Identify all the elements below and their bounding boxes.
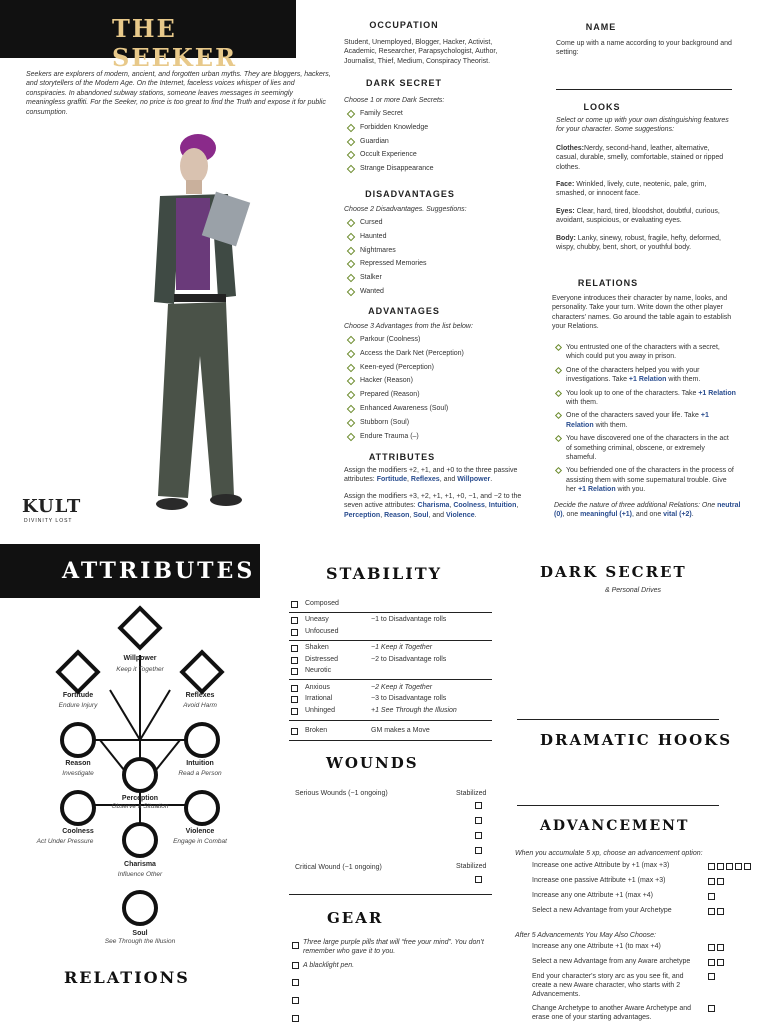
text-span: Decide the nature of three additional Relations: <box>554 502 702 509</box>
checkbox[interactable] <box>291 617 298 624</box>
list-item <box>554 411 736 430</box>
disadvantages-list <box>344 216 524 299</box>
text-span: , <box>449 502 454 510</box>
text-span: with them. <box>666 376 701 384</box>
reason-sub: Investigate <box>62 770 94 777</box>
divider <box>517 719 719 720</box>
stability-label: Shaken <box>305 644 329 651</box>
list-item: Family Secret <box>344 107 524 121</box>
stability-label: Anxious <box>305 684 330 691</box>
gear-checkbox[interactable] <box>292 997 299 1004</box>
stability-effect: −3 to Disadvantage rolls <box>371 695 447 702</box>
stability-label: Unhinged <box>305 707 335 714</box>
advancement-row: Select a new Advantage from any Aware archetype <box>532 958 691 965</box>
eyes-text: Clear, hard, tired, bloodshot, doubtful, curious, avoidant, suspicious, or evaluating eyes. <box>556 208 720 225</box>
disadvantages-title: DISADVANTAGES <box>365 189 455 199</box>
advancement-boxes[interactable] <box>708 1005 717 1012</box>
attributes-active-text <box>344 492 534 520</box>
text-span: You look up to one of the characters. Take <box>566 389 699 397</box>
list-item: Endure Trauma (–) <box>344 430 524 444</box>
violence-label: Violence <box>185 828 215 835</box>
body-text: Lanky, sinewy, robust, fragile, hefty, deformed, wispy, chubby, bent, short, or youthful body. <box>556 235 721 252</box>
advancement-boxes[interactable] <box>708 878 726 885</box>
text-span: Assign the modifiers +3, +2, +1, +1, +0, −1, and −2 to the seven active attributes: <box>344 493 522 510</box>
serious-wounds-label: Serious Wounds (−1 ongoing) <box>295 790 388 797</box>
looks-clothes <box>556 144 732 172</box>
gear-title: GEAR <box>327 909 384 927</box>
text-span: , <box>407 476 411 484</box>
text-span: , <box>516 502 519 510</box>
text-span: . <box>474 511 477 519</box>
dark-secret-box-sub: & Personal Drives <box>605 587 662 594</box>
text-span: , one <box>562 511 581 519</box>
wound-checkbox[interactable] <box>475 876 482 883</box>
dark-secret-title: DARK SECRET <box>365 78 442 88</box>
neutral-relation: neutral (0) <box>554 502 741 519</box>
list-item: Access the Dark Net (Perception) <box>344 347 524 361</box>
checkbox[interactable] <box>291 645 298 652</box>
advancement-title: ADVANCEMENT <box>540 818 690 834</box>
advantages-instruction: Choose 3 Advantages from the list below: <box>344 323 473 330</box>
looks-title: LOOKS <box>583 102 621 112</box>
coolness-sub: Act Under Pressure <box>36 838 94 845</box>
advancement-boxes[interactable] <box>708 908 726 915</box>
checkbox[interactable] <box>291 668 298 675</box>
text-span: . <box>490 476 493 484</box>
list-item: Cursed <box>344 216 524 230</box>
text-span: with you. <box>615 486 646 494</box>
name-line <box>556 89 732 90</box>
list-item <box>554 466 736 494</box>
relations-bottom-title: RELATIONS <box>64 968 190 987</box>
checkbox[interactable] <box>291 708 298 715</box>
advancement-row: End your character's story arc as you see fit, and create a new Aware character, who starts with 2 Advancements. <box>532 973 684 998</box>
relation-bonus: +1 Relation <box>698 389 736 397</box>
kult-tagline: DIVINITY LOST <box>24 518 73 524</box>
dark-secret-box-title: DARK SECRET <box>540 563 687 581</box>
advancement-row: Increase one active Attribute by +1 (max +3) <box>532 862 670 869</box>
willpower-node-top <box>120 608 160 648</box>
stability-label: Irrational <box>305 695 333 702</box>
soul-label: Soul <box>132 930 148 937</box>
list-item: Prepared (Reason) <box>344 388 524 402</box>
divider <box>289 720 492 721</box>
wound-checkbox[interactable] <box>475 817 482 824</box>
text-span: with them. <box>566 399 598 407</box>
divider <box>517 805 719 806</box>
relations-outro <box>554 501 744 520</box>
checkbox[interactable] <box>291 728 298 735</box>
intuition-link: Intuition <box>488 502 517 510</box>
advancement-boxes[interactable] <box>708 863 753 870</box>
title-banner <box>0 0 296 72</box>
reflexes-sub: Avoid Harm <box>183 702 217 709</box>
gear-item: Three large purple pills that will “free your mind”. You don’t remember who gave it to you. <box>303 939 484 956</box>
occupation-text: Student, Unemployed, Blogger, Hacker, Activist, Academic, Researcher, Parapsychologist, Author, Journalist, Thief, Medium, Conspiracy Theorist. <box>344 39 498 65</box>
relation-bonus: +1 Relation <box>578 486 616 494</box>
wound-checkbox[interactable] <box>475 802 482 809</box>
stability-label: Distressed <box>305 656 339 663</box>
text-span: , <box>380 511 385 519</box>
divider <box>289 640 492 641</box>
text-span: , and <box>428 511 446 519</box>
reflexes-label: Reflexes <box>185 692 215 699</box>
list-item: Guardian <box>344 135 524 149</box>
looks-instruction: Select or come up with your own distinguishing features for your character. Some suggestions: <box>556 117 729 134</box>
checkbox[interactable] <box>291 657 298 664</box>
stability-title: STABILITY <box>326 564 443 583</box>
charisma-link: Charisma <box>417 502 450 510</box>
violence-link: Violence <box>445 511 475 519</box>
text-span: One of the characters saved your life. Take <box>566 412 701 420</box>
fortitude-label: Fortitude <box>62 692 94 699</box>
looks-body <box>556 234 736 253</box>
charisma-label: Charisma <box>124 861 156 868</box>
gear-item: A blacklight pen. <box>303 962 355 969</box>
fortitude-sub: Endure Injury <box>58 702 98 709</box>
list-item <box>554 389 736 408</box>
relation-bonus: +1 Relation <box>566 412 709 429</box>
advancement-row: Increase any one Attribute +1 (max +4) <box>532 892 654 899</box>
advancement-row: Change Archetype to another Aware Archetype and erase one of your starting advantages. <box>532 1005 692 1021</box>
divider <box>289 679 492 680</box>
willpower-label: Willpower <box>123 655 157 662</box>
attributes-banner <box>0 544 260 598</box>
dark-secret-list <box>344 107 524 176</box>
coolness-label: Coolness <box>62 828 94 835</box>
fortitude-link: Fortitude <box>376 476 408 484</box>
divider <box>289 740 492 741</box>
advancement-boxes[interactable] <box>708 973 717 980</box>
text-span: . <box>691 511 694 519</box>
clothes-label: Clothes: <box>556 145 584 152</box>
gear-checkbox[interactable] <box>292 942 299 949</box>
kult-logo: KULT <box>22 496 82 517</box>
seeker-illustration <box>108 126 278 526</box>
reason-label: Reason <box>65 760 91 767</box>
list-item: You have discovered one of the characters in the act of something criminal, obscene, or extremely shameful. <box>554 434 736 462</box>
list-item: Nightmares <box>344 244 524 258</box>
eyes-label: Eyes: <box>556 208 575 215</box>
fortitude-node <box>58 652 98 692</box>
face-label: Face: <box>556 181 575 188</box>
stability-effect: −2 to Disadvantage rolls <box>371 656 447 663</box>
stability-label: Composed <box>305 600 339 607</box>
page-title: THE SEEKER <box>112 14 238 72</box>
attributes-banner-title: ATTRIBUTES <box>62 558 256 584</box>
list-item: Enhanced Awareness (Soul) <box>344 402 524 416</box>
occupation-title: OCCUPATION <box>369 20 439 30</box>
reason-link: Reason <box>384 511 410 519</box>
coolness-link: Coolness <box>453 502 485 510</box>
checkbox[interactable] <box>291 629 298 636</box>
looks-face <box>556 180 732 199</box>
stability-effect: +1 See Through the Illusion <box>371 707 457 714</box>
violence-sub: Engage in Combat <box>173 838 227 845</box>
text-span: , <box>484 502 489 510</box>
list-item <box>554 366 736 385</box>
intro-text: Seekers are explorers of modern, ancient, and forgotten urban myths. They are bloggers, hackers, and storytellers of the Modern Age. On the Internet, faceless voices whisper of lies and conspiracies. In abandoned subway stations, someone leaves messages in seemingly meaningless graffiti. For the Seeker, no price is too great to find the Truth and expose it for public consumption. <box>26 71 331 116</box>
intuition-sub: Read a Person <box>178 770 222 777</box>
advantages-title: ADVANTAGES <box>368 306 440 316</box>
text-span: One <box>701 502 718 509</box>
list-item: Stalker <box>344 271 524 285</box>
checkbox[interactable] <box>291 601 298 608</box>
reflexes-link: Reflexes <box>410 476 440 484</box>
stability-effect: −1 Keep it Together <box>371 644 433 651</box>
stability-effect: −1 to Disadvantage rolls <box>371 616 447 623</box>
list-item: Wanted <box>344 285 524 299</box>
wounds-title: WOUNDS <box>326 754 419 772</box>
relation-bonus: +1 Relation <box>628 376 667 384</box>
advancement-instruction: When you accumulate 5 xp, choose an advancement option: <box>515 850 703 857</box>
text-span: , <box>409 511 414 519</box>
charisma-sub: Influence Other <box>117 871 163 878</box>
checkbox[interactable] <box>291 696 298 703</box>
checkbox[interactable] <box>291 685 298 692</box>
relations-intro: Everyone introduces their character by name, looks, and personality. Take your turn. Write down the other player characters' names. Go around the table again to establish your Relations. <box>552 295 732 331</box>
text-span: Assign the modifiers +2, +1, and +0 to the three passive attributes: <box>344 467 518 484</box>
soul-link: Soul <box>413 511 429 519</box>
relations-list <box>554 343 736 499</box>
text-span: , and <box>439 476 458 484</box>
advancement-boxes[interactable] <box>708 959 726 966</box>
gear-checkbox[interactable] <box>292 1015 299 1022</box>
perception-link: Perception <box>344 511 381 519</box>
advancement-row: Select a new Advantage from your Archetype <box>532 907 672 914</box>
dramatic-hooks-title: DRAMATIC HOOKS <box>540 731 733 749</box>
gear-checkbox[interactable] <box>292 962 299 969</box>
name-title: NAME <box>585 22 617 32</box>
list-item: Repressed Memories <box>344 257 524 271</box>
divider <box>289 894 492 895</box>
gear-checkbox[interactable] <box>292 979 299 986</box>
disadvantages-instruction: Choose 2 Disadvantages. Suggestions: <box>344 206 467 213</box>
dark-secret-instruction: Choose 1 or more Dark Secrets: <box>344 97 445 104</box>
reflexes-node <box>182 652 222 692</box>
advantages-list <box>344 333 524 443</box>
wound-checkbox[interactable] <box>475 847 482 854</box>
stability-effect: −2 Keep it Together <box>371 684 433 691</box>
stability-label: Unfocused <box>305 628 339 635</box>
clothes-text: Nerdy, second-hand, leather, alternative, casual, durable, smelly, comfortable, stained or ripped clothes. <box>556 145 724 171</box>
list-item: You entrusted one of the characters with a secret, which could put you away in prison. <box>554 343 736 362</box>
wound-checkbox[interactable] <box>475 832 482 839</box>
advancement-after: After 5 Advancements You May Also Choose: <box>515 932 656 939</box>
text-span: You befriended one of the characters in the process of assisting them with some supernatural trouble. Give her <box>566 467 734 494</box>
text-span: with them. <box>593 421 628 429</box>
advancement-row: Increase any one Attribute +1 (to max +4) <box>532 943 661 950</box>
vital-relation: vital (+2) <box>663 511 692 519</box>
intuition-label: Intuition <box>186 760 214 767</box>
list-item: Stubborn (Soul) <box>344 416 524 430</box>
list-item: Occult Experience <box>344 148 524 162</box>
stabilized-label: Stabilized <box>456 863 487 870</box>
perception-label: Perception <box>121 795 159 802</box>
name-text: Come up with a name according to your background and setting: <box>556 40 732 57</box>
divider <box>289 612 492 613</box>
text-span: , and one <box>632 511 664 519</box>
text-span: One of the characters helped you with your investigations. Take <box>566 366 700 384</box>
relations-title: RELATIONS <box>577 278 639 288</box>
list-item: Haunted <box>344 230 524 244</box>
list-item: Parkour (Coolness) <box>344 333 524 347</box>
willpower-link: Willpower <box>457 476 491 484</box>
meaningful-relation: meaningful (+1) <box>580 511 633 519</box>
face-text: Wrinkled, lively, cute, neotenic, pale, grim, smashed, or innocent face. <box>556 181 707 198</box>
stability-label: Broken <box>305 727 328 734</box>
perception-sub: Observe a Situation <box>111 803 169 810</box>
list-item: Forbidden Knowledge <box>344 121 524 135</box>
list-item: Hacker (Reason) <box>344 374 524 388</box>
list-item: Strange Disappearance <box>344 162 524 176</box>
critical-wound-label: Critical Wound (−1 ongoing) <box>295 864 382 871</box>
advancement-boxes[interactable] <box>708 944 726 951</box>
looks-eyes <box>556 207 732 226</box>
stability-effect: GM makes a Move <box>371 727 430 734</box>
attributes-text-title: ATTRIBUTES <box>368 452 436 462</box>
stability-label: Neurotic <box>305 667 332 674</box>
advancement-boxes[interactable] <box>708 893 717 900</box>
advancement-row: Increase one passive Attribute +1 (max +3) <box>532 877 666 884</box>
stabilized-label: Stabilized <box>456 790 487 797</box>
attributes-passive-text <box>344 466 532 485</box>
list-item: Keen-eyed (Perception) <box>344 361 524 375</box>
body-label: Body: <box>556 235 576 242</box>
stability-label: Uneasy <box>305 616 329 623</box>
soul-sub: See Through the Illusion <box>104 938 176 945</box>
willpower-sub: Keep it Together <box>116 666 164 673</box>
